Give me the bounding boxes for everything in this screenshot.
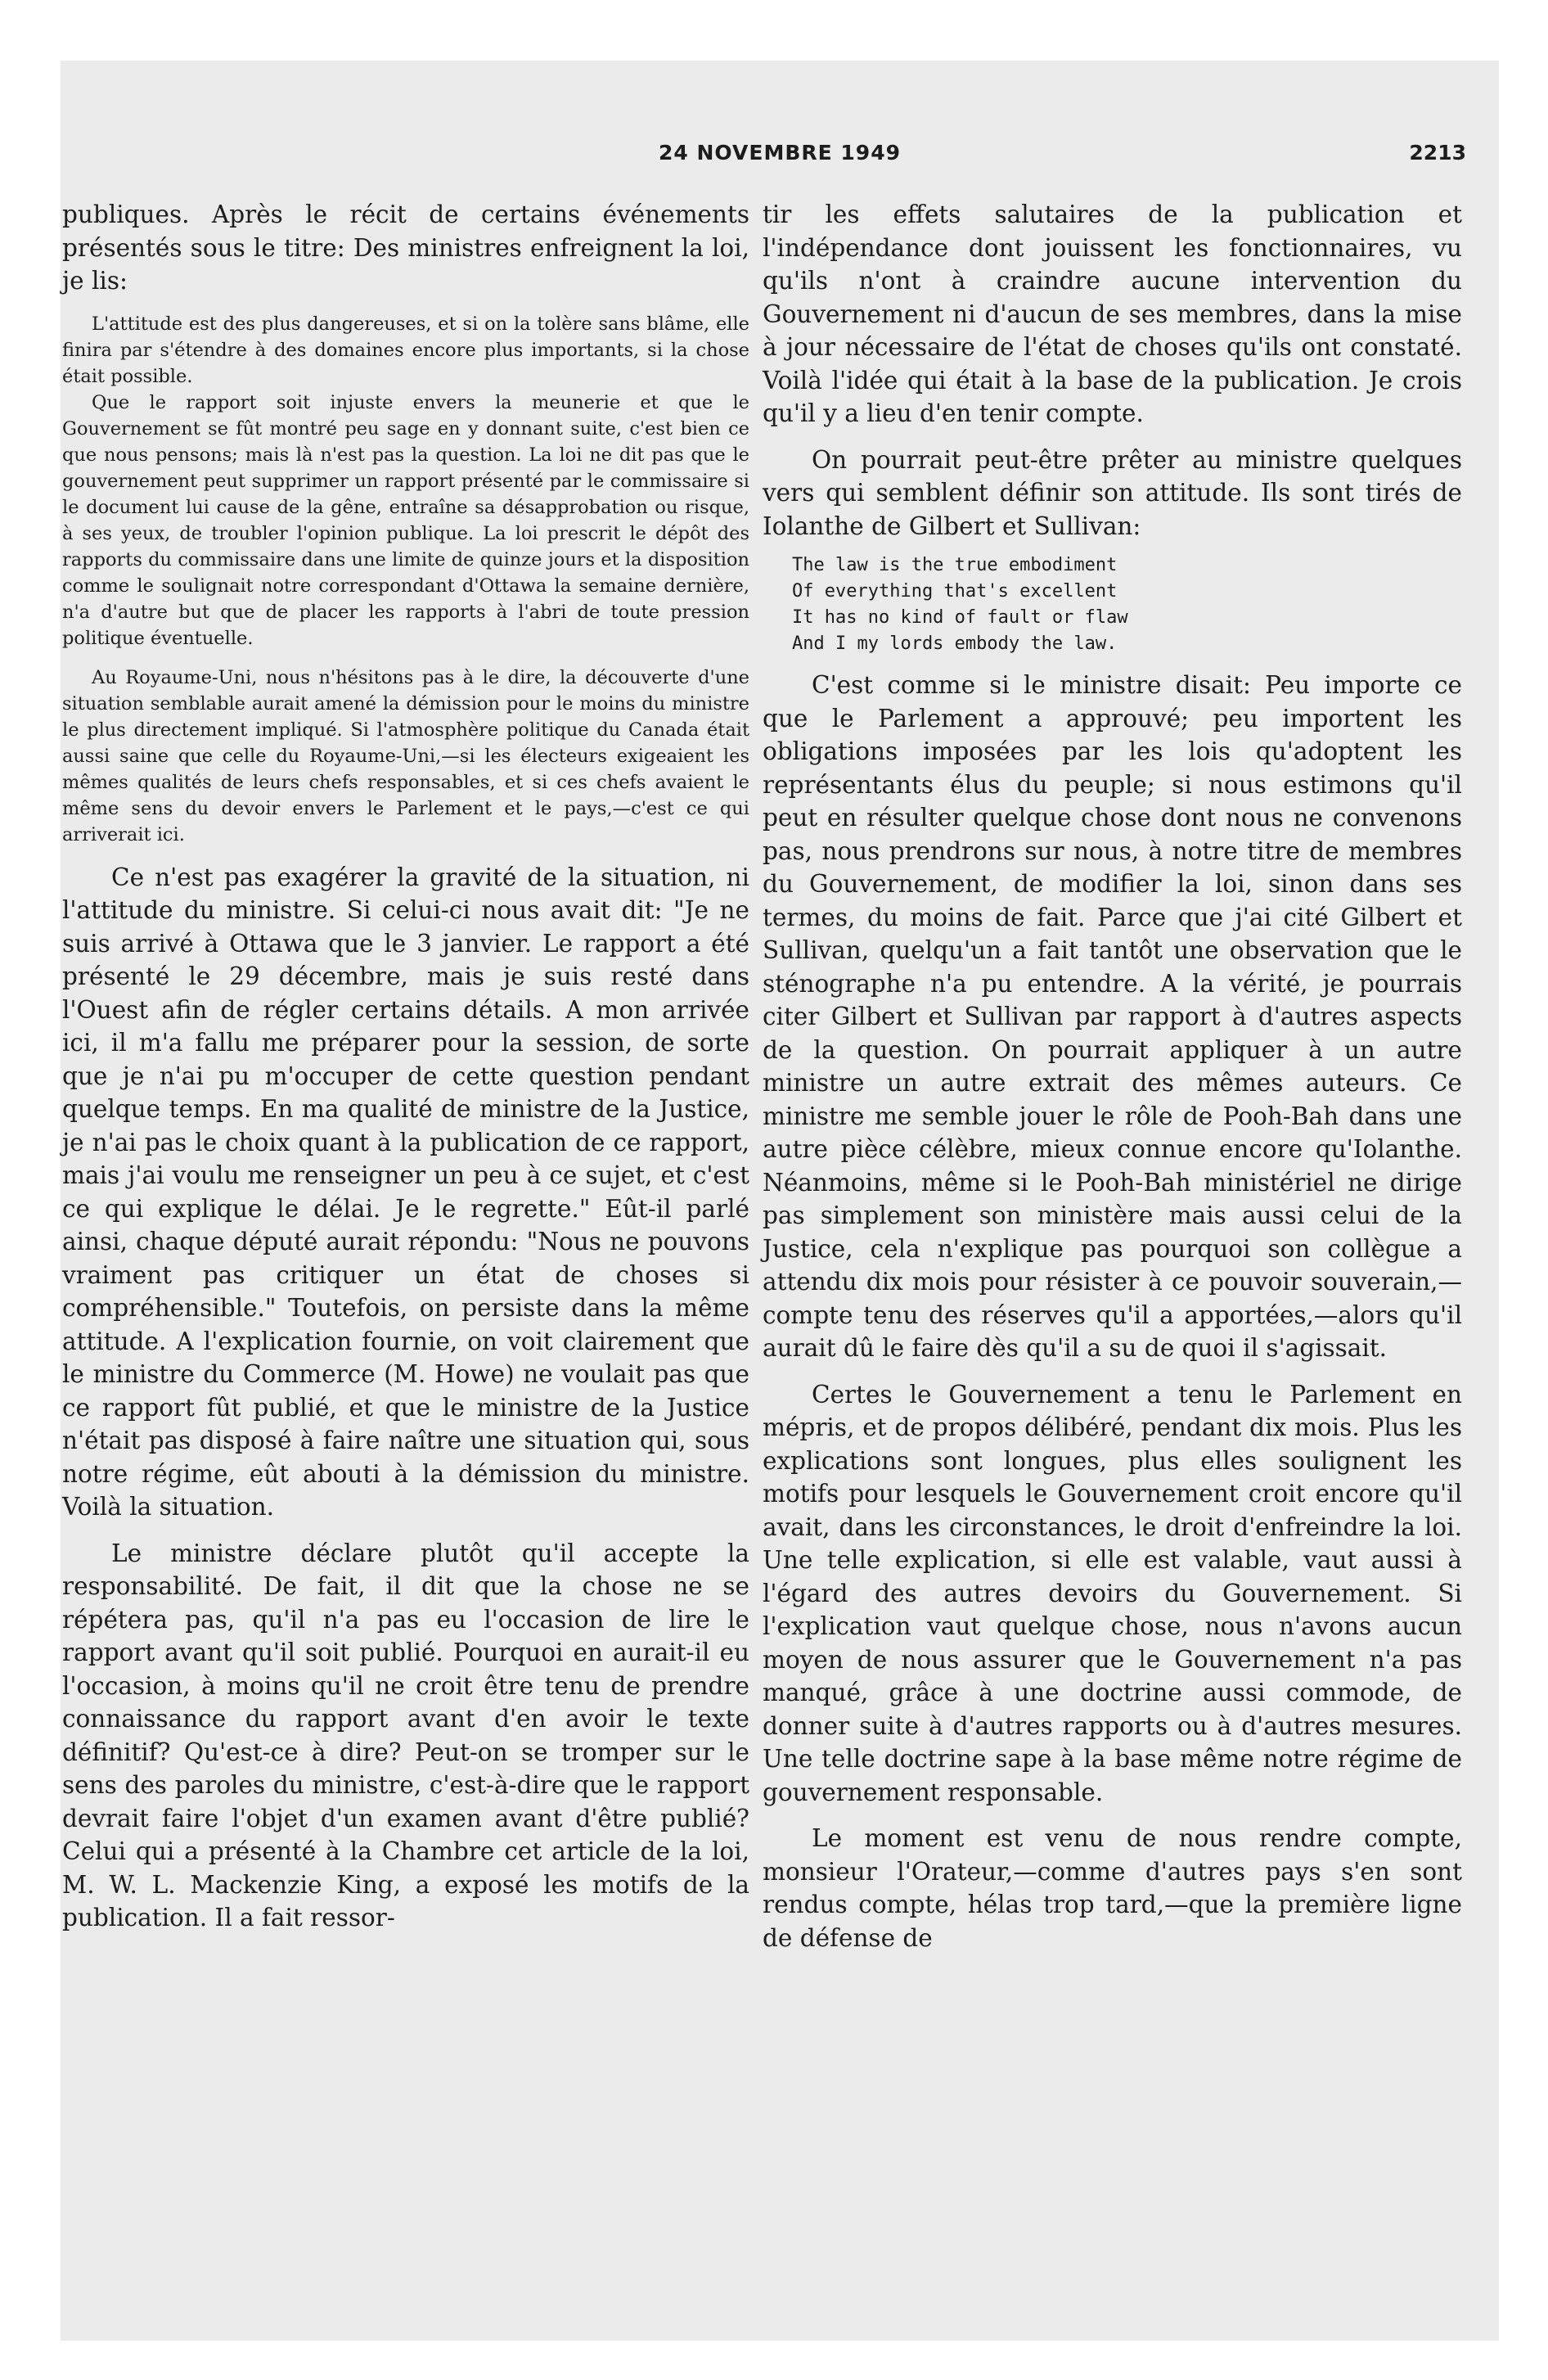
paragraph-minister: C'est comme si le ministre disait: Peu importe ce que le Parlement a approuvé; peu importent les obligations imposées par les lois qu'adoptent les représentants élus du peuple; si nous estimons qu'il peut en résulter quelque chose dont nous ne convenons pas, nous prendrons sur nous, à notre titre de membres du Gouvernement, de modifier la loi, sinon dans ses termes, du moins de fait. Parce que j'ai cité Gilbert et Sullivan, quelqu'un a fait tantôt une observation que le sténographe n'a pu entendre. A la vérité, je pourrais citer Gilbert et Sullivan par rapport à d'autres aspects de la question. On pourrait appliquer à un autre ministre un autre extrait des mêmes auteurs. Ce ministre me semble jouer le rôle de Pooh-Bah dans une autre pièce célèbre, mieux connue encore qu'Iolanthe. Néanmoins, même si le Pooh-Bah ministériel ne dirige pas simplement son ministère mais aussi celui de la Justice, cela n'explique pas pourquoi son collègue a attendu dix mois pour résister à ce pouvoir souverain,—compte tenu des réserves qu'il a apportées,—alors qu'il aurait dû le faire dès qu'il a su de quoi il s'agissait.	[763, 671, 1462, 1362]
paragraph-responsibility: Le ministre déclare plutôt qu'il accepte la responsabilité. De fait, il dit que la chose ne se répétera pas, qu'il n'a pas eu l'occasion de lire le rapport avant qu'il soit publié. Pourquoi en aurait-il eu l'occasion, à moins qu'il ne croit être tenu de prendre connaissance du rapport avant d'en avoir le texte définitif? Qu'est-ce à dire? Peut-on se tromper sur le sens des paroles du ministre, c'est-à-dire que le rapport devrait faire l'objet d'un examen avant d'être publié? Celui qui a présenté à la Chambre cet article de la loi, M. W. L. Mackenzie King, a exposé les motifs de la publication. Il a fait ressor-	[62, 1539, 749, 1931]
poem-quote	[792, 552, 1462, 657]
page-header	[61, 141, 1499, 174]
poem-line: The law is the true embodiment	[792, 555, 1118, 575]
page-number: 2213	[1409, 141, 1466, 165]
paragraph-iolanthe: On pourrait peut-être prêter au ministre quelques vers qui semblent définir son attitude. Ils sont tirés de Iolanthe de Gilbert et Sullivan:	[763, 445, 1462, 540]
quote-paragraph-2: Que le rapport soit injuste envers la meunerie et que le Gouvernement se fût montré peu sage en y donnant suite, c'est bien ce que nous pensons; mais là n'est pas la question. La loi ne dit pas que le gouvernement peut supprimer un rapport présenté par le commissaire si le document lui cause de la gêne, entraîne sa désapprobation ou risque, à ses yeux, de troubler l'opinion publique. La loi prescrit le dépôt des rapports du commissaire dans une limite de quinze jours et la disposition comme le soulignait notre correspondant d'Ottawa la semaine dernière, n'a d'autre but que de placer les rapports à l'abri de toute pression politique éventuelle.	[62, 391, 749, 649]
paragraph-situation: Ce n'est pas exagérer la gravité de la situation, ni l'attitude du ministre. Si celui-ci nous avait dit: "Je ne suis arrivé à Ottawa que le 3 janvier. Le rapport a été présenté le 29 décembre, mais je suis resté dans l'Ouest afin de régler certains détails. A mon arrivée ici, il m'a fallu me préparer pour la session, de sorte que je n'ai pu m'occuper de cette question pendant quelque temps. En ma qualité de ministre de la Justice, je n'ai pas le choix quant à la publication de ce rapport, mais j'ai voulu me renseigner un peu à ce sujet, et c'est ce qui explique le délai. Je le regrette." Eût-il parlé ainsi, chaque député aurait répondu: "Nous ne pouvons vraiment pas critiquer un état de choses si compréhensible." Toutefois, on persiste dans la même attitude. A l'explication fournie, on voit clairement que le ministre du Commerce (M. Howe) ne voulait pas que ce rapport fût publié, et que le ministre de la Justice n'était pas disposé à faire naître une situation qui, sous notre régime, eût abouti à la démission du ministre. Voilà la situation.	[62, 863, 749, 1521]
left-column	[62, 198, 749, 1935]
paragraph-intro: publiques. Après le récit de certains événements présentés sous le titre: Des ministres enfreignent la loi, je lis:	[62, 201, 749, 295]
poem-line: It has no kind of fault or flaw	[792, 607, 1128, 628]
paragraph-government: Certes le Gouvernement a tenu le Parlement en mépris, et de propos délibéré, pendant dix mois. Plus les explications sont longues, plus elles soulignent les motifs pour lesquels le Gouvernement croit encore qu'il avait, dans les circonstances, le droit d'enfreindre la loi. Une telle explication, si elle est valable, vaut aussi à l'égard des autres devoirs du Gouvernement. Si l'explication vaut quelque chose, nous n'avons aucun moyen de nous assurer que le Gouvernement n'a pas manqué, grâce à une doctrine aussi commode, de donner suite à d'autres rapports ou à d'autres mesures. Une telle doctrine sape à la base même notre régime de gouvernement responsable.	[763, 1380, 1462, 1806]
poem-line: And I my lords embody the law.	[792, 633, 1118, 654]
paragraph-conclusion: Le moment est venu de nous rendre compte, monsieur l'Orateur,—comme d'autres pays s'en sont rendus compte, hélas trop tard,—que la première ligne de défense de	[763, 1824, 1462, 1952]
quote-paragraph-1: L'attitude est des plus dangereuses, et si on la tolère sans blâme, elle finira par s'étendre à des domaines encore plus importants, si la chose était possible.	[62, 313, 749, 387]
right-column	[763, 198, 1462, 1954]
quote-paragraph-3: Au Royaume-Uni, nous n'hésitons pas à le dire, la découverte d'une situation semblable aurait amené la démission pour le moins du ministre le plus directement impliqué. Si l'atmosphère politique du Canada était aussi saine que celle du Royaume-Uni,—si les électeurs exigeaient les mêmes qualités de leurs chefs responsables, et si ces chefs avaient le même sens du devoir envers le Parlement et le pays,—c'est ce qui arriverait ici.	[62, 666, 749, 845]
paragraph-continuation: tir les effets salutaires de la publication et l'indépendance dont jouissent les fonctionnaires, vu qu'ils n'ont à craindre aucune intervention du Gouvernement ni d'aucun de ses membres, dans la mise à jour nécessaire de l'état de choses qu'ils ont constaté. Voilà l'idée qui était à la base de la publication. Je crois qu'il y a lieu d'en tenir compte.	[763, 201, 1462, 427]
header-date: 24 NOVEMBRE 1949	[659, 141, 901, 165]
poem-line: Of everything that's excellent	[792, 581, 1118, 602]
page-sheet	[61, 61, 1499, 2341]
